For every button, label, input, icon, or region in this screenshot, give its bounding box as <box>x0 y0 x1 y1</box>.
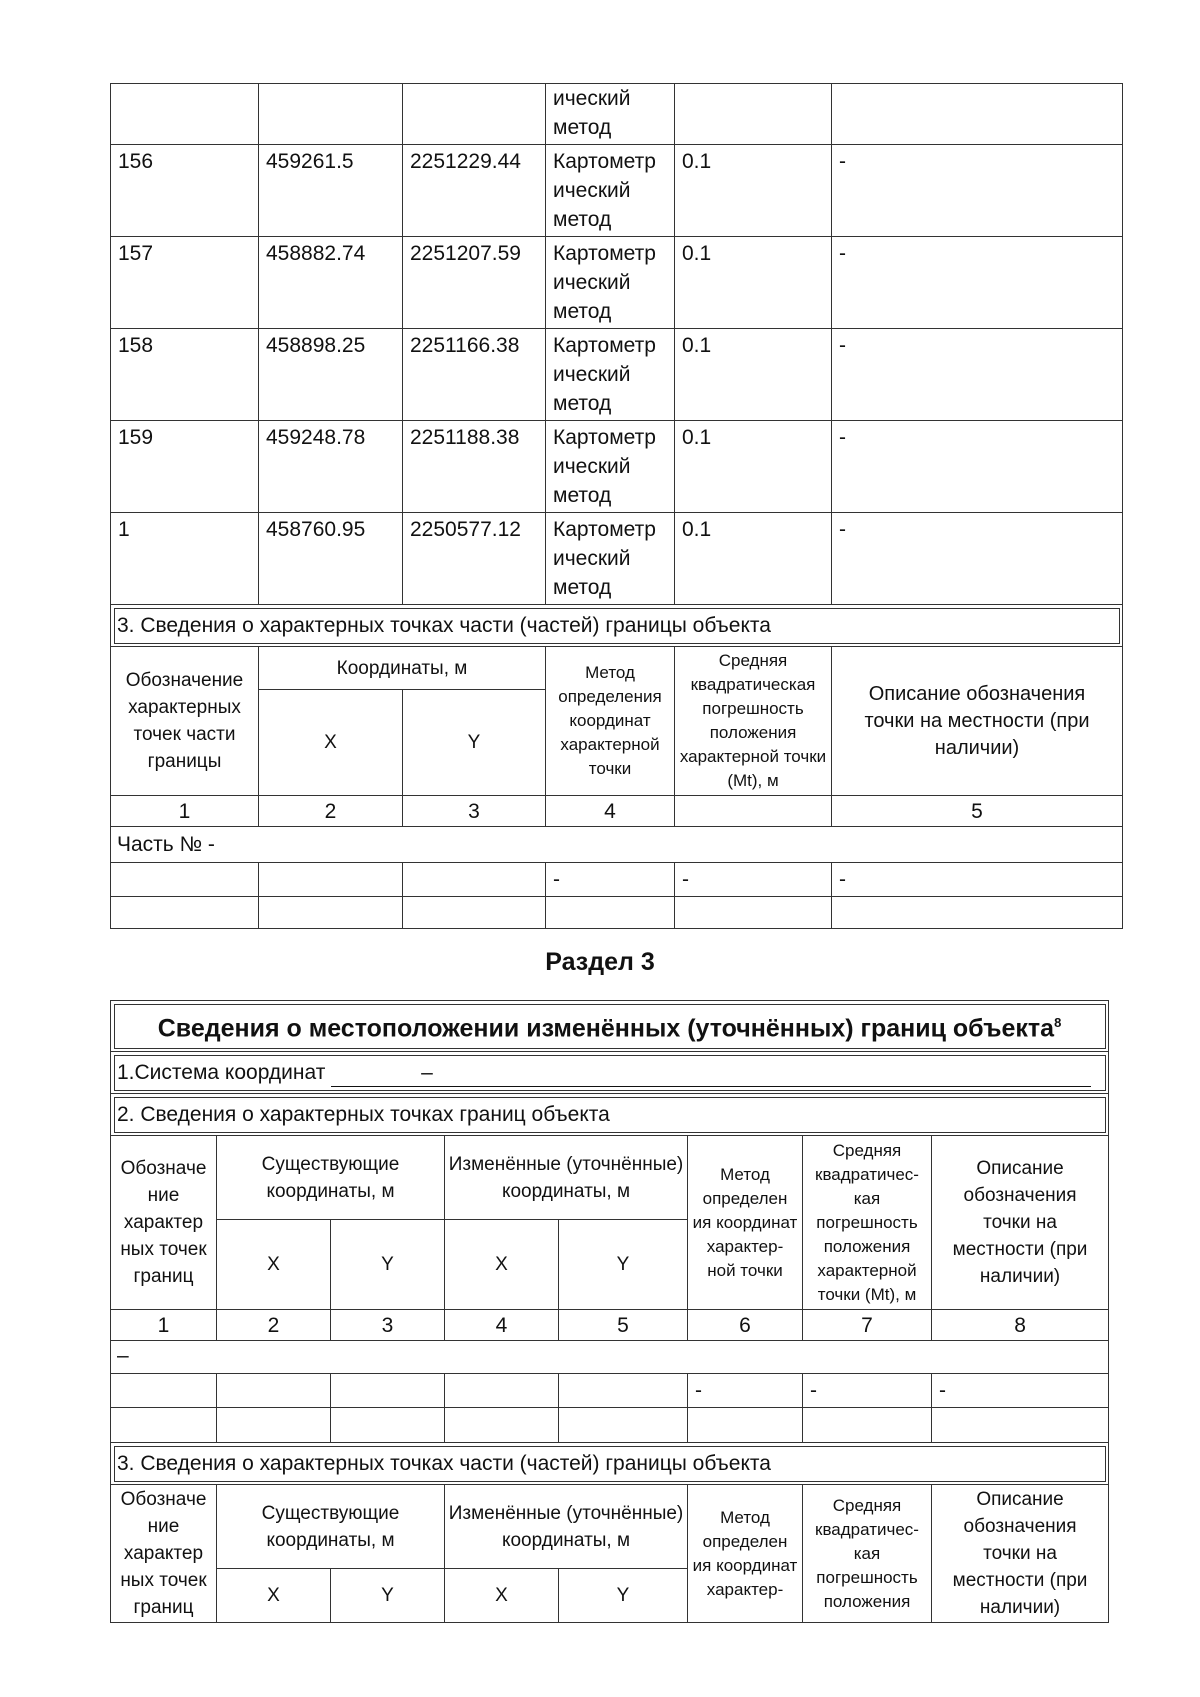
header-desc: Описание обозначения точки на местности (при наличии) <box>832 647 1123 796</box>
point-number: 159 <box>111 421 259 513</box>
table-row <box>111 897 1123 929</box>
header-x-changed: X <box>445 1569 559 1623</box>
header-designation: Обозначе ние характер ных точек границ <box>111 1485 217 1623</box>
column-number: 5 <box>832 796 1123 827</box>
column-number: 8 <box>932 1310 1109 1341</box>
mt-value: 0.1 <box>675 513 832 605</box>
table-row <box>111 329 1123 421</box>
desc-value: - <box>832 237 1123 329</box>
header-desc: Описание обозначения точки на местности (при наличии) <box>932 1485 1109 1623</box>
header-y-existing: Y <box>331 1220 445 1310</box>
table-row <box>111 237 1123 329</box>
column-number: 3 <box>331 1310 445 1341</box>
column-number: 3 <box>403 796 546 827</box>
header-y-changed: Y <box>559 1569 688 1623</box>
header-mt: Средняя квадратическая погрешность положения характерной точки (Mt), м <box>675 647 832 796</box>
header-x-changed: X <box>445 1220 559 1310</box>
header-designation: Обозначение характерных точек части границы <box>111 647 259 796</box>
part3-heading: 3. Сведения о характерных точках части (частей) границы объекта <box>111 1443 1109 1485</box>
x-value <box>259 84 403 145</box>
table-row <box>111 421 1123 513</box>
mt-value <box>675 84 832 145</box>
desc-value: - <box>832 145 1123 237</box>
header-y-changed: Y <box>559 1220 688 1310</box>
mt-value: 0.1 <box>675 145 832 237</box>
table-title-text: Сведения о местоположении изменённых (уточнённых) границ объекта <box>157 1014 1055 1043</box>
desc-value <box>832 84 1123 145</box>
method-value: Картометр ический метод <box>546 421 675 513</box>
desc-value: - <box>832 329 1123 421</box>
y-value: 2251188.38 <box>403 421 546 513</box>
dash-cell: - <box>675 863 832 897</box>
column-number: 5 <box>559 1310 688 1341</box>
coord-system-row <box>111 1052 1109 1094</box>
header-designation: Обозначе ние характер ных точек границ <box>111 1136 217 1310</box>
column-number: 1 <box>111 796 259 827</box>
method-value: Картометр ический метод <box>546 329 675 421</box>
part-dash-label: – <box>111 1341 1109 1374</box>
header-y: Y <box>403 690 546 796</box>
part3-heading: 3. Сведения о характерных точках части (частей) границы объекта <box>111 605 1123 647</box>
mt-value: 0.1 <box>675 329 832 421</box>
method-value: Картометр ический метод <box>546 145 675 237</box>
header-method: Метод определен ия координат характер- ной точки <box>688 1136 803 1310</box>
column-number: 2 <box>259 796 403 827</box>
header-method: Метод определен ия координат характер- <box>688 1485 803 1623</box>
table-title <box>111 1001 1109 1052</box>
column-number: 2 <box>217 1310 331 1341</box>
header-desc: Описание обозначения точки на местности (при наличии) <box>932 1136 1109 1310</box>
header-coords: Координаты, м <box>259 647 546 690</box>
method-value: Картометр ический метод <box>546 513 675 605</box>
x-value: 458882.74 <box>259 237 403 329</box>
header-mt: Средняя квадратичес- кая погрешность положения характерной точки (Mt), м <box>803 1136 932 1310</box>
y-value: 2251207.59 <box>403 237 546 329</box>
section3-table <box>110 1000 1109 1623</box>
top-table <box>110 83 1123 929</box>
y-value: 2250577.12 <box>403 513 546 605</box>
desc-value: - <box>832 513 1123 605</box>
point-number: 158 <box>111 329 259 421</box>
column-number: 1 <box>111 1310 217 1341</box>
x-value: 459261.5 <box>259 145 403 237</box>
header-x-existing: X <box>217 1220 331 1310</box>
point-number: 156 <box>111 145 259 237</box>
table-row <box>111 1408 1109 1443</box>
table-row <box>111 863 1123 897</box>
dash-cell: - <box>832 863 1123 897</box>
column-number <box>675 796 832 827</box>
table-row <box>111 145 1123 237</box>
table-row <box>111 1374 1109 1408</box>
coord-system-value: – <box>421 1061 433 1084</box>
header-changed: Изменённые (уточнённые) координаты, м <box>445 1485 688 1569</box>
header-mt: Средняя квадратичес- кая погрешность положения <box>803 1485 932 1623</box>
section-title: Раздел 3 <box>545 948 655 976</box>
column-number: 4 <box>445 1310 559 1341</box>
dash-cell: - <box>803 1374 932 1408</box>
y-value: 2251166.38 <box>403 329 546 421</box>
dash-cell: - <box>546 863 675 897</box>
x-value: 458760.95 <box>259 513 403 605</box>
point-number <box>111 84 259 145</box>
method-value: ический метод <box>546 84 675 145</box>
header-x: X <box>259 690 403 796</box>
method-value: Картометр ический метод <box>546 237 675 329</box>
header-x-existing: X <box>217 1569 331 1623</box>
part-label: Часть № - <box>111 827 1123 863</box>
y-value <box>403 84 546 145</box>
header-method: Метод определения координат характерной точки <box>546 647 675 796</box>
x-value: 458898.25 <box>259 329 403 421</box>
column-number: 7 <box>803 1310 932 1341</box>
header-changed: Изменённые (уточнённые) координаты, м <box>445 1136 688 1220</box>
dash-cell: - <box>688 1374 803 1408</box>
y-value: 2251229.44 <box>403 145 546 237</box>
point-number: 1 <box>111 513 259 605</box>
mt-value: 0.1 <box>675 421 832 513</box>
column-number: 6 <box>688 1310 803 1341</box>
header-existing: Существующие координаты, м <box>217 1136 445 1220</box>
points-heading: 2. Сведения о характерных точках границ объекта <box>111 1094 1109 1136</box>
column-number: 4 <box>546 796 675 827</box>
dash-cell: - <box>932 1374 1109 1408</box>
header-existing: Существующие координаты, м <box>217 1485 445 1569</box>
point-number: 157 <box>111 237 259 329</box>
table-row <box>111 84 1123 145</box>
coord-system-label: 1.Система координат <box>117 1061 326 1084</box>
footnote-marker: 8 <box>1054 1015 1062 1031</box>
mt-value: 0.1 <box>675 237 832 329</box>
table-row <box>111 513 1123 605</box>
coord-system-line <box>331 1061 1091 1087</box>
header-y-existing: Y <box>331 1569 445 1623</box>
x-value: 459248.78 <box>259 421 403 513</box>
desc-value: - <box>832 421 1123 513</box>
